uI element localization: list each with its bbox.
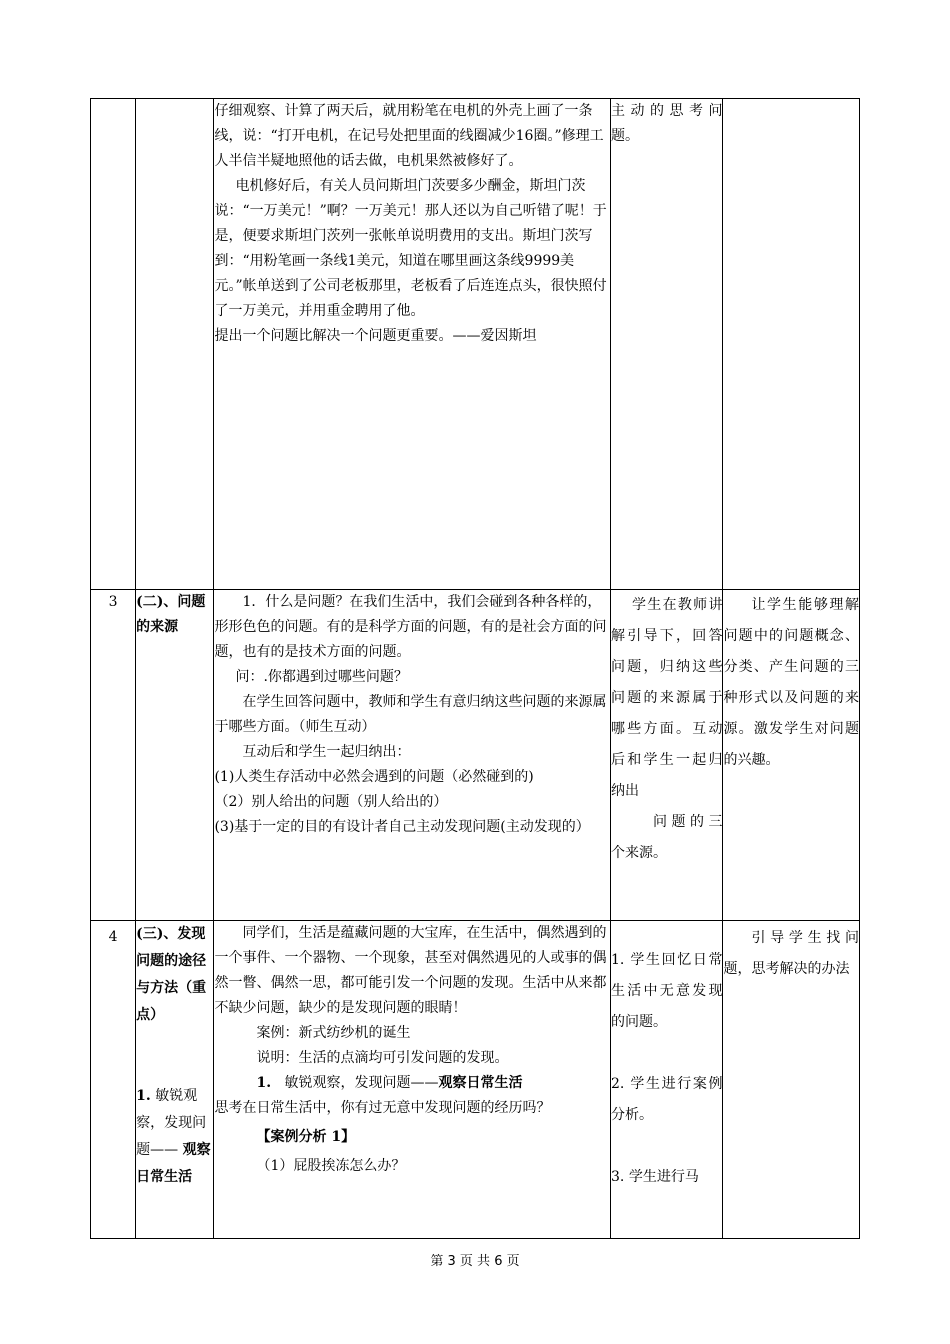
content-what-is-problem: 1．什么是问题？在我们生活中，我们会碰到各种各样的，形形色色的问题。有的是科学方面的问题，有的是社会方面的问题，也有的是技术方面的问题。 — [214, 594, 607, 660]
design-purpose-cell — [723, 921, 860, 1239]
method-bold-text: 观察日常生活 — [438, 1075, 523, 1091]
subsection-text: 敏锐观察，发现问题—— — [136, 1088, 207, 1158]
method-number: 1. — [256, 1075, 272, 1091]
content-source-3: (3)基于一定的目的有设计者自己主动发现问题(主动发现的） — [214, 819, 590, 835]
teaching-content-cell — [214, 99, 611, 590]
subsection-title — [136, 1083, 213, 1191]
page-footer: 第 3 页 共 6 页 — [430, 1254, 520, 1269]
design-purpose-cell — [723, 99, 860, 590]
row-number: 4 — [91, 921, 136, 1239]
student-activity-cell — [611, 590, 723, 921]
student-activity-cell — [611, 921, 723, 1239]
section-title — [136, 921, 214, 1239]
case-question: （1）屁股挨冻怎么办？ — [256, 1158, 406, 1174]
content-note: 说明：生活的点滴均可引发问题的发现。 — [256, 1050, 509, 1066]
student-activity-3: 3. 学生进行马 — [611, 1169, 699, 1185]
content-source-2: （2）别人给出的问题（别人给出的） — [214, 794, 448, 810]
section-title — [136, 590, 214, 921]
student-activity-text: 学生在教师讲解引导下，回答问题，归纳这些问题的来源属于哪些方面。互动后和学生一起归纳出 — [611, 597, 723, 799]
content-intro: 同学们，生活是蕴藏问题的大宝库，在生活中，偶然遇到的一个事件、一个器物、一个现象，甚至对偶然遇见的人或事的偶然一瞥、偶然一思，都可能引发一个问题的发现。生活中从来都不缺少问题，缺少的是发现问题的眼睛！ — [214, 925, 607, 1016]
teaching-content-cell — [214, 590, 611, 921]
student-activity-text-2: 问题的三个来源。 — [611, 814, 723, 861]
student-activity-2: 2. 学生进行案例分析。 — [611, 1076, 723, 1123]
table-row-4 — [91, 921, 860, 1239]
design-purpose-text: 引导学生找问题，思考解决的办法 — [723, 930, 859, 977]
case-analysis-title: 【案例分析 1】 — [256, 1129, 356, 1145]
table-row-3 — [91, 590, 860, 921]
student-activity-1: 1. 学生回忆日常生活中无意发现的问题。 — [611, 952, 723, 1030]
table-row-continued — [91, 99, 860, 590]
subsection-number: 1. — [136, 1088, 151, 1104]
design-purpose-text: 让学生能够理解问题中的问题概念、分类、产生问题的三种形式以及问题的来源。激发学生对问题的兴趣。 — [723, 597, 859, 768]
einstein-quote: 提出一个问题比解决一个问题更重要。——爱因斯坦 — [214, 328, 537, 344]
story-paragraph-2: 电机修好后，有关人员问斯坦门茨要多少酬金，斯坦门茨说：“一万美元！”啊？一万美元！那人还以为自己听错了呢！于是，便要求斯坦门茨列一张帐单说明费用的支出。斯坦门茨写到：“用粉笔画一条线1美元，知道在哪里画这条线9999美元。”帐单送到了公司老板那里，老板看了后连连点头，很快照付了一万美元，并用重金聘用了他。 — [214, 178, 607, 319]
content-question: 问：.你都遇到过哪些问题？ — [235, 669, 408, 685]
story-paragraph-1: 仔细观察、计算了两天后，就用粉笔在电机的外壳上画了一条线，说：“打开电机，在记号处把里面的线圈减少16圈。”修理工人半信半疑地照他的话去做，电机果然被修好了。 — [214, 103, 604, 169]
student-activity-cell — [611, 99, 723, 590]
section-title-text: (二)、问题的来源 — [136, 594, 206, 635]
teaching-content-cell — [214, 921, 611, 1239]
section-title-cell — [136, 99, 214, 590]
row-number-cell — [91, 99, 136, 590]
content-case: 案例：新式纺纱机的诞生 — [256, 1025, 411, 1041]
content-interaction: 在学生回答问题中，教师和学生有意归纳这些问题的来源属于哪些方面。（师生互动） — [214, 694, 607, 735]
lesson-plan-table — [90, 98, 860, 1239]
student-activity-text: 主动的思考问题。 — [611, 103, 723, 144]
method-text: 敏锐观察，发现问题—— — [284, 1075, 439, 1091]
section-title-text: (三)、发现问题的途径与方法（重点） — [136, 926, 207, 1023]
content-summary-intro: 互动后和学生一起归纳出： — [242, 744, 411, 760]
content-think: 思考在日常生活中，你有过无意中发现问题的经历吗？ — [214, 1100, 551, 1116]
content-source-1: (1)人类生存活动中必然会遇到的问题（必然碰到的) — [214, 769, 534, 785]
row-number: 3 — [91, 590, 136, 921]
subsection-bold-text: 观察日常生活 — [136, 1142, 211, 1185]
content-method-heading — [214, 1071, 610, 1096]
design-purpose-cell — [723, 590, 860, 921]
